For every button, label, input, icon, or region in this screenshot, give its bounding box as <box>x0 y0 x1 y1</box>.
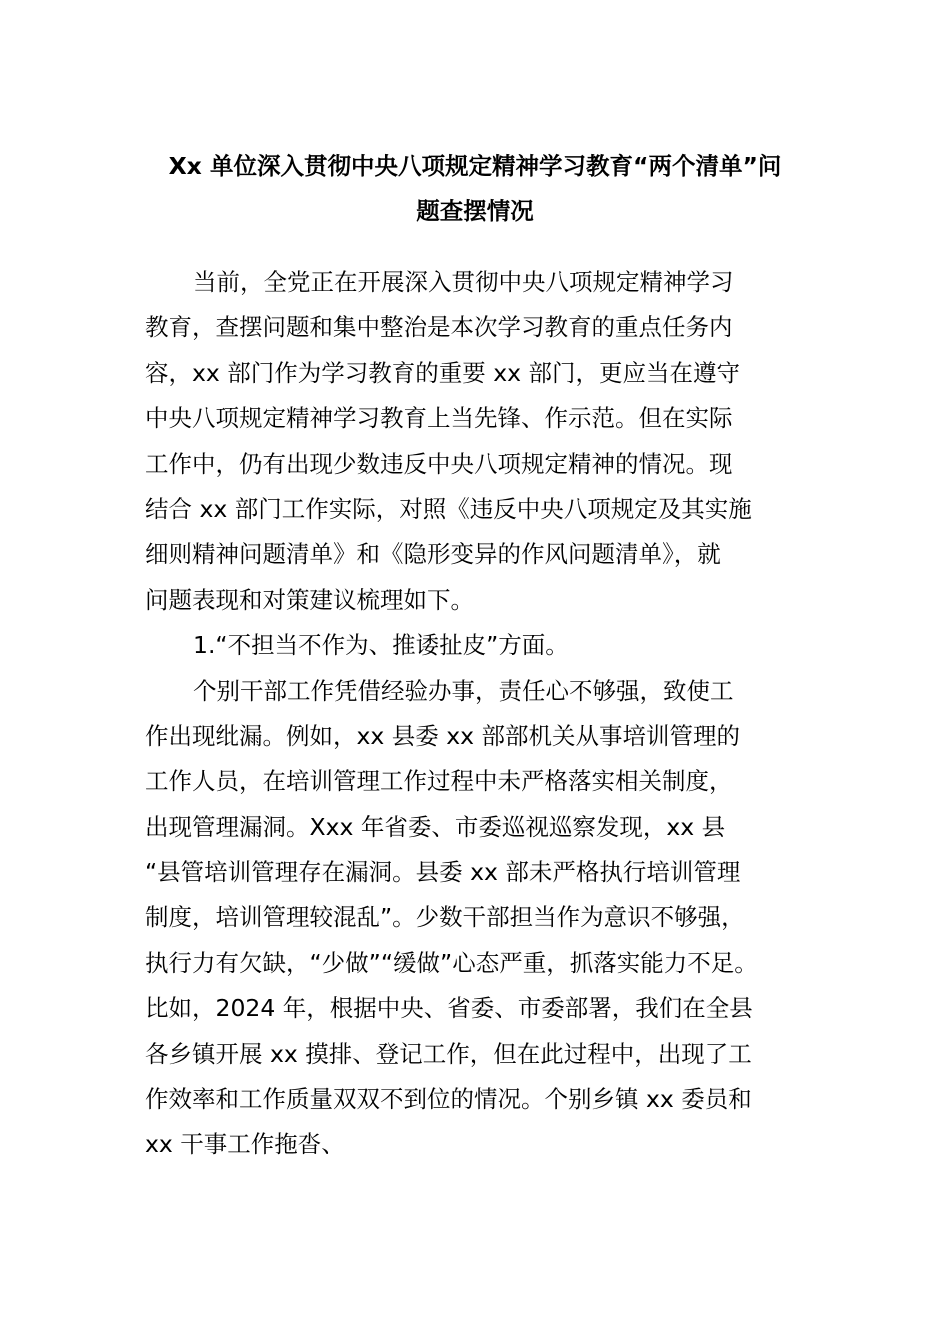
body-text-line: “县管培训管理存在漏洞。县委 xx 部未严格执行培训管理 <box>145 858 741 887</box>
body-text-line: 问题表现和对策建议梳理如下。 <box>145 585 474 614</box>
document-title <box>140 144 810 235</box>
body-text-line: 出现管理漏洞。Xxx 年省委、市委巡视巡察发现，xx 县 <box>145 812 726 841</box>
body-text-line: 工作人员，在培训管理工作过程中未严格落实相关制度， <box>145 767 733 796</box>
body-text-line: 当前，全党正在开展深入贯彻中央八项规定精神学习 <box>193 268 734 296</box>
body-text-line: 结合 xx 部门工作实际，对照《违反中央八项规定及其实施 <box>145 494 752 523</box>
document-body <box>145 260 825 1168</box>
body-text-line: 各乡镇开展 xx 摸排、登记工作，但在此过程中，出现了工 <box>145 1039 752 1068</box>
title-line: Xx 单位深入贯彻中央八项规定精神学习教育“两个清单”问 <box>168 152 782 180</box>
body-text-line: 比如，2024 年，根据中央、省委、市委部署，我们在全县 <box>145 994 753 1023</box>
body-text-line: 1.“不担当不作为、推诿扯皮”方面。 <box>193 631 569 660</box>
body-text-line: 教育，查摆问题和集中整治是本次学习教育的重点任务内 <box>145 313 733 342</box>
body-text-line: 执行力有欠缺，“少做”“缓做”心态严重，抓落实能力不足。 <box>145 948 758 977</box>
body-text-line: 作效率和工作质量双双不到位的情况。个别乡镇 xx 委员和 <box>145 1085 752 1114</box>
body-text-line: xx 干事工作拖沓、 <box>145 1130 345 1159</box>
body-text-line: 个别干部工作凭借经验办事，责任心不够强，致使工 <box>193 676 734 705</box>
body-text-line: 作出现纰漏。例如，xx 县委 xx 部部机关从事培训管理的 <box>145 721 741 750</box>
body-text-line: 细则精神问题清单》和《隐形变异的作风问题清单》，就 <box>145 540 721 569</box>
title-line: 题查摆情况 <box>416 197 534 226</box>
body-text-line: 工作中，仍有出现少数违反中央八项规定精神的情况。现 <box>145 449 733 478</box>
body-text-line: 制度，培训管理较混乱”。少数干部担当作为意识不够强， <box>145 903 745 932</box>
body-text-line: 容，xx 部门作为学习教育的重要 xx 部门，更应当在遵守 <box>145 358 741 387</box>
body-text-line: 中央八项规定精神学习教育上当先锋、作示范。但在实际 <box>145 404 733 433</box>
